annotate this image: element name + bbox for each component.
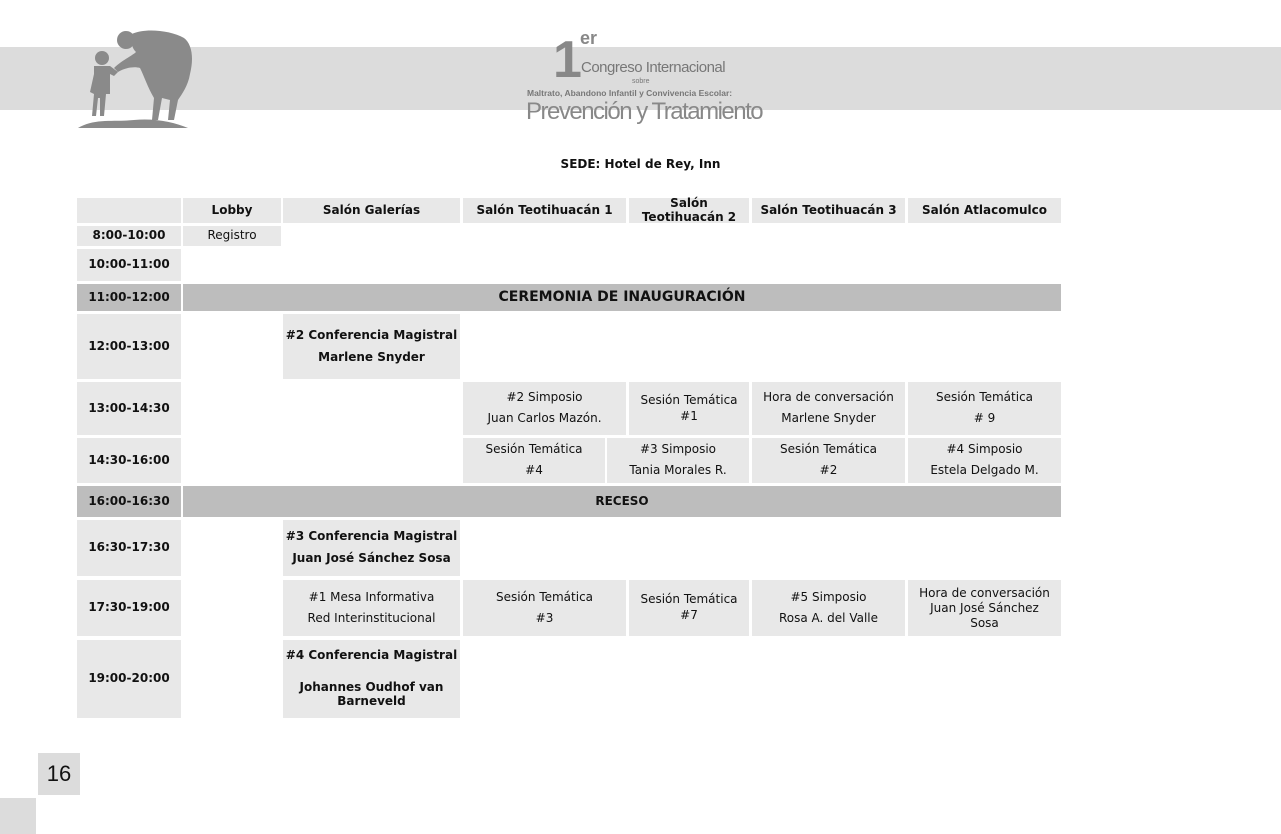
time-cell: 14:30-16:00 [77, 438, 181, 483]
event-speaker: Juan José Sánchez [930, 600, 1039, 615]
time-cell: 16:30-17:30 [77, 520, 181, 576]
event-sesion-tematica-4 [463, 438, 605, 483]
event-receso: RECESO [183, 486, 1061, 517]
event-title: Sesión Temática [935, 390, 1034, 405]
event-simposio-3 [607, 438, 749, 483]
event-number: #2 [819, 463, 838, 477]
event-simposio-2 [463, 382, 626, 435]
event-number: #4 [525, 463, 543, 477]
event-title: Sesión Temática [485, 442, 583, 457]
time-cell: 19:00-20:00 [77, 640, 181, 718]
event-title: #4 Simposio [946, 442, 1023, 457]
event-speaker-continued: Barneveld [337, 693, 406, 708]
event-sesion-tematica-7 [629, 580, 749, 636]
event-title: #2 Conferencia Magistral [285, 327, 458, 342]
event-title: #4 Conferencia Magistral [285, 648, 458, 663]
event-hora-conversacion-2 [908, 580, 1061, 636]
event-sesion-tematica-9 [908, 382, 1061, 435]
logo-ordinal-number: 1 [553, 31, 579, 89]
time-cell: 13:00-14:30 [77, 382, 181, 435]
event-number: # 9 [973, 411, 996, 425]
event-speaker: Marlene Snyder [781, 411, 876, 425]
event-title: #3 Simposio [639, 442, 717, 457]
time-cell: 12:00-13:00 [77, 314, 181, 379]
event-number: #7 [680, 608, 698, 622]
time-cell: 8:00-10:00 [77, 226, 181, 246]
event-simposio-4 [908, 438, 1061, 483]
event-registro: Registro [183, 226, 281, 246]
event-mesa-informativa-1 [283, 580, 460, 636]
event-title: Hora de conversación [919, 585, 1050, 600]
logo-line-prevencion: Prevención y Tratamiento [526, 98, 763, 125]
mother-child-silhouette-icon [74, 28, 198, 132]
event-speaker: Rosa A. del Valle [778, 610, 879, 625]
event-title: #3 Conferencia Magistral [285, 529, 458, 544]
column-header-atlacomulco: Salón Atlacomulco [908, 198, 1061, 223]
event-speaker: Juan Carlos Mazón. [487, 411, 602, 425]
time-cell: 11:00-12:00 [77, 284, 181, 311]
event-title: #5 Simposio [790, 589, 867, 604]
event-title: Hora de conversación [763, 390, 894, 405]
event-title: Sesión Temática [640, 392, 738, 407]
corner-header-cell [77, 198, 181, 223]
venue-title: SEDE: Hotel de Rey, Inn [560, 157, 721, 171]
event-conferencia-2 [283, 314, 460, 379]
logo-line-sobre: sobre [632, 78, 650, 85]
time-cell: 17:30-19:00 [77, 580, 181, 636]
time-cell: 16:00-16:30 [77, 486, 181, 517]
page-number: 16 [38, 753, 80, 795]
event-ceremonia: CEREMONIA DE INAUGURACIÓN [183, 284, 1061, 311]
column-header-teotihuacan-1: Salón Teotihuacán 1 [463, 198, 626, 223]
event-speaker: Tania Morales R. [629, 463, 727, 477]
column-header-teotihuacan-2: Salón Teotihuacán 2 [629, 198, 749, 223]
event-number: #3 [535, 610, 554, 625]
event-speaker: Johannes Oudhof van [299, 680, 444, 695]
event-speaker: Red Interinstitucional [307, 610, 436, 625]
event-title: #1 Mesa Informativa [308, 589, 435, 604]
congress-logo [520, 28, 770, 133]
event-speaker: Estela Delgado M. [930, 463, 1039, 477]
logo-line-congreso: Congreso Internacional [581, 59, 726, 76]
event-conferencia-3 [283, 520, 460, 576]
event-sesion-tematica-1 [629, 382, 749, 435]
event-sesion-tematica-3 [463, 580, 626, 636]
column-header-teotihuacan-3: Salón Teotihuacán 3 [752, 198, 905, 223]
logo-line-maltrato: Maltrato, Abandono Infantil y Convivencia Escolar: [527, 88, 733, 98]
event-hora-conversacion-1 [752, 382, 905, 435]
event-speaker-continued: Sosa [970, 615, 999, 630]
event-title: Sesión Temática [640, 592, 738, 607]
event-title: Sesión Temática [779, 442, 878, 457]
event-sesion-tematica-2 [752, 438, 905, 483]
time-cell: 10:00-11:00 [77, 249, 181, 281]
column-header-galerias: Salón Galerías [283, 198, 460, 223]
event-title: #2 Simposio [506, 390, 583, 405]
event-speaker: Juan José Sánchez Sosa [292, 551, 451, 565]
event-simposio-5 [752, 580, 905, 636]
column-header-lobby: Lobby [183, 198, 281, 223]
decorative-corner-square [0, 798, 36, 834]
event-conferencia-4 [283, 640, 460, 718]
event-speaker: Marlene Snyder [318, 349, 425, 364]
event-number: #1 [680, 408, 698, 423]
logo-ordinal-suffix: er [580, 28, 598, 48]
event-title: Sesión Temática [495, 589, 594, 604]
